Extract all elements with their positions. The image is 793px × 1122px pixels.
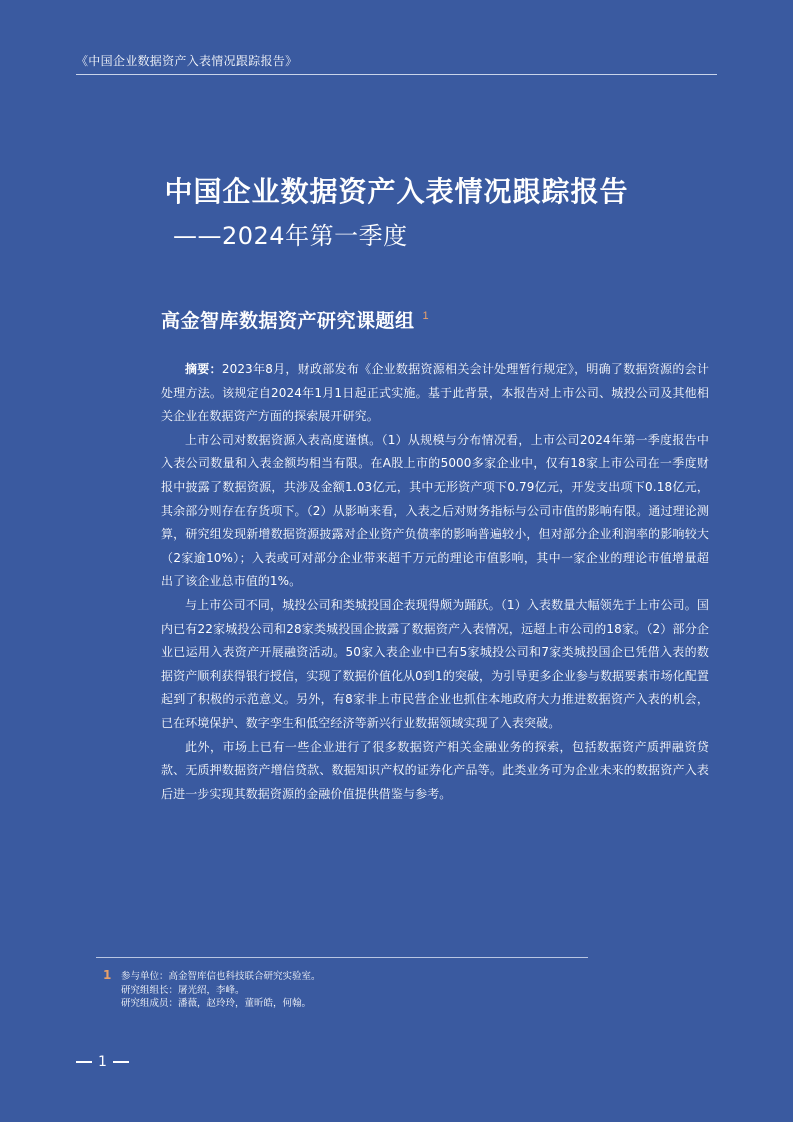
abstract-body [161,358,709,806]
author-group [161,306,429,333]
header-divider [76,74,717,75]
paragraph-1 [161,358,709,429]
footnote-number: 1 [103,968,112,982]
running-head: 《中国企业数据资产入表情况跟踪报告》 [76,54,298,68]
paragraph-1-text: 2023年8月，财政部发布《企业数据资源相关会计处理暂行规定》，明确了数据资源的会计处理方法。该规定自2024年1月1日起正式实施。基于此背景，本报告对上市公司、城投公司及其他相关企业在数据资产方面的探索展开研究。 [161,362,709,424]
page-number-dash-right [113,1061,129,1063]
footnote-line-leaders: 研究组组长：屠光绍，李峰。 [121,984,245,996]
paragraph-4: 此外，市场上已有一些企业进行了很多数据资产相关金融业务的探索，包括数据资产质押融资贷款、无质押数据资产增信贷款、数据知识产权的证券化产品等。此类业务可为企业未来的数据资产入表后进一步实现其数据资源的金融价值提供借鉴与参考。 [161,739,709,801]
page-number [76,1054,129,1070]
abstract-label: 摘要： [185,362,222,376]
footnote-divider [96,957,588,958]
report-title: 中国企业数据资产入表情况跟踪报告 [164,175,629,208]
footnote-line-members: 研究组成员：潘薇，赵玲玲，董昕皓，何翰。 [121,998,312,1009]
paragraph-3: 与上市公司不同，城投公司和类城投国企表现得颇为踊跃。（1）入表数量大幅领先于上市公司。国内已有22家城投公司和28家类城投国企披露了数据资产入表情况，远超上市公司的18家。（2）部分企业已运用入表资产开展融资活动。50家入表企业中已有5家城投公司和7家类城投国企已凭借入表的数据资产顺利获得银行授信，实现了数据价值化从0到1的突破，为引导更多企业参与数据要素市场化配置起到了积极的示范意义。另外，有8家非上市民营企业也抓住本地政府大力推进数据资产入表的机会，已在环境保护、数字孪生和低空经济等新兴行业数据领域实现了入表突破。 [161,597,709,730]
footnote-line-participants: 参与单位：高金智库信也科技联合研究实验室。 [121,971,321,982]
page-number-dash-left [76,1061,92,1063]
page-number-value: 1 [98,1054,107,1070]
footnote-text [121,970,321,1011]
paragraph-2: 上市公司对数据资源入表高度谨慎。（1）从规模与分布情况看，上市公司2024年第一季度报告中入表公司数量和入表金额均相当有限。在A股上市的5000多家企业中，仅有18家上市公司在一季度财报中披露了数据资源，共涉及金额1.03亿元，其中无形资产项下0.79亿元，开发支出项下0.18亿元，其余部分则存在存货项下。（2）从影响来看，入表之后对财务指标与公司市值的影响有限。通过理论测算，研究组发现新增数据资源披露对企业资产负债率的影响普遍较小，但对部分企业利润率的影响较大（2家逾10%）；入表或可对部分企业带来超千万元的理论市值影响，其中一家企业的理论市值增量超出了该企业总市值的1%。 [161,432,709,589]
author-footnote-mark: 1 [422,310,430,322]
author-name: 高金智库数据资产研究课题组 [161,310,415,332]
report-subtitle: ——2024年第一季度 [173,222,408,250]
